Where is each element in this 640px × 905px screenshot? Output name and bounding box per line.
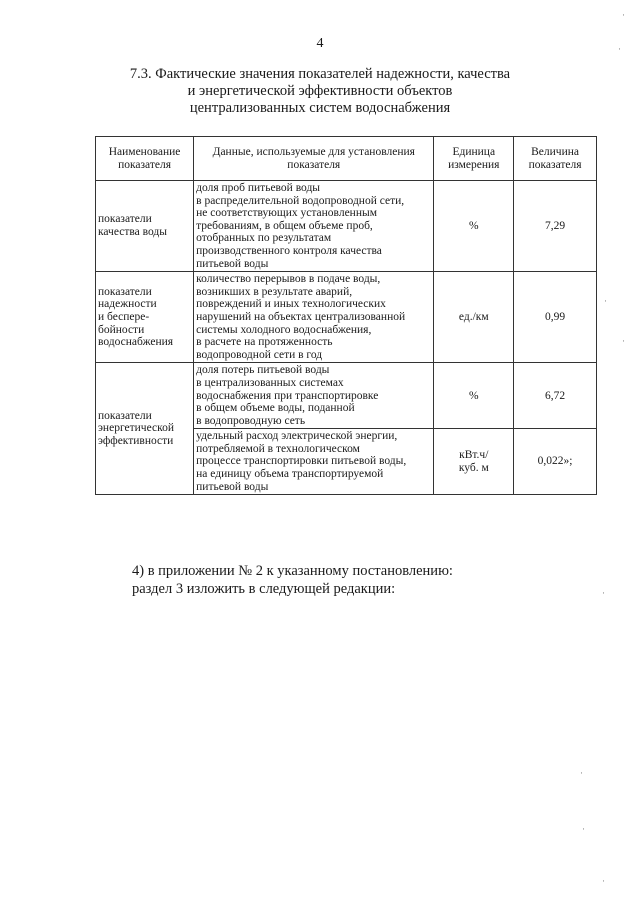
unit-cell: кВт.ч/ куб. м <box>434 429 514 495</box>
paragraph-line: раздел 3 изложить в следующей редакции: <box>132 581 396 597</box>
value-cell: 0,99 <box>514 272 597 363</box>
indicator-name-cell: показатели качества воды <box>96 181 194 272</box>
scan-mark: · <box>582 824 585 834</box>
paragraph-line: 4) в приложении № 2 к указанному постановлению: <box>132 563 453 579</box>
table-row <box>96 181 597 272</box>
table-row <box>96 363 597 429</box>
scan-mark: · <box>622 10 625 20</box>
header-value: Величина показателя <box>514 137 597 181</box>
value-cell: 6,72 <box>514 363 597 429</box>
section-heading <box>120 66 520 117</box>
scan-mark: · <box>602 876 605 886</box>
indicators-table <box>95 136 597 495</box>
source-data-cell: количество перерывов в подаче воды, возникших в результате аварий, повреждений и иных технологических нарушений на объектах централизованной системы холодного водоснабжения, в расчете на протяженность водопроводной сети в год <box>194 272 434 363</box>
value-cell: 0,022»; <box>514 429 597 495</box>
unit-cell: % <box>434 181 514 272</box>
amendment-paragraph <box>132 562 552 598</box>
header-unit: Единица измерения <box>434 137 514 181</box>
header-indicator-name: Наименование показателя <box>96 137 194 181</box>
source-data-cell: доля потерь питьевой воды в централизованных системах водоснабжения при транспортировке в общем объеме воды, поданной в водопроводную сеть <box>194 363 434 429</box>
page-number: 4 <box>316 36 324 51</box>
scan-mark: · <box>618 44 621 54</box>
scan-mark: · <box>602 588 605 598</box>
table-row <box>96 272 597 363</box>
scan-mark: · <box>604 296 607 306</box>
indicator-name-cell: показатели энергетической эффективности <box>96 363 194 495</box>
heading-line: и энергетической эффективности объектов <box>187 83 453 99</box>
header-source-data: Данные, используемые для установления показателя <box>194 137 434 181</box>
unit-cell: % <box>434 363 514 429</box>
indicator-name-cell: показатели надежности и беспере- бойности водоснабжения <box>96 272 194 363</box>
unit-cell: ед./км <box>434 272 514 363</box>
value-cell: 7,29 <box>514 181 597 272</box>
source-data-cell: удельный расход электрической энергии, потребляемой в технологическом процессе транспортировки питьевой воды, на единицу объема транспортируемой питьевой воды <box>194 429 434 495</box>
heading-line: централизованных систем водоснабжения <box>189 100 451 116</box>
table-header-row <box>96 137 597 181</box>
scan-mark: · <box>580 768 583 778</box>
scan-mark: · <box>622 336 625 346</box>
source-data-cell: доля проб питьевой воды в распределительной водопроводной сети, не соответствующих установленным требованиям, в общем объеме проб, отобранных по результатам производственного контроля качества питьевой воды <box>194 181 434 272</box>
heading-line: 7.3. Фактические значения показателей надежности, качества <box>129 66 511 82</box>
